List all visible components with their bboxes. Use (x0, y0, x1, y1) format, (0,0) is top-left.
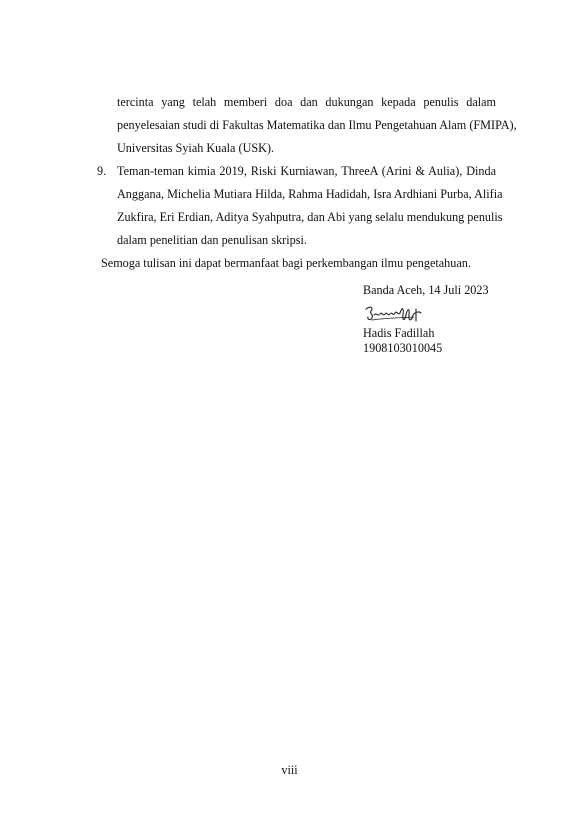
handwritten-signature (364, 303, 424, 325)
item9-line-2: Anggana, Michelia Mutiara Hilda, Rahma Hadidah, Isra Ardhiani Purba, Alifia (117, 187, 503, 201)
item9-line-1: Teman-teman kimia 2019, Riski Kurniawan, ThreeA (Arini & Aulia), Dinda (117, 164, 496, 178)
closing-sentence: Semoga tulisan ini dapat bermanfaat bagi perkembangan ilmu pengetahuan. (101, 256, 471, 270)
page-number: viii (281, 763, 298, 777)
item9-line-4: dalam penelitian dan penulisan skripsi. (117, 233, 307, 247)
place-date: Banda Aceh, 14 Juli 2023 (363, 283, 489, 297)
para8-line-3: Universitas Syiah Kuala (USK). (117, 141, 275, 155)
para8-line-2: penyelesaian studi di Fakultas Matematika dan Ilmu Pengetahuan Alam (FMIPA), (117, 118, 517, 132)
list-item-number-9: 9. (97, 164, 107, 178)
item9-line-3: Zukfira, Eri Erdian, Aditya Syahputra, dan Abi yang selalu mendukung penulis (117, 210, 503, 224)
author-name: Hadis Fadillah (363, 326, 435, 340)
para8-line-1: tercinta yang telah memberi doa dan dukungan kepada penulis dalam (117, 95, 496, 109)
student-id: 1908103010045 (363, 341, 443, 355)
